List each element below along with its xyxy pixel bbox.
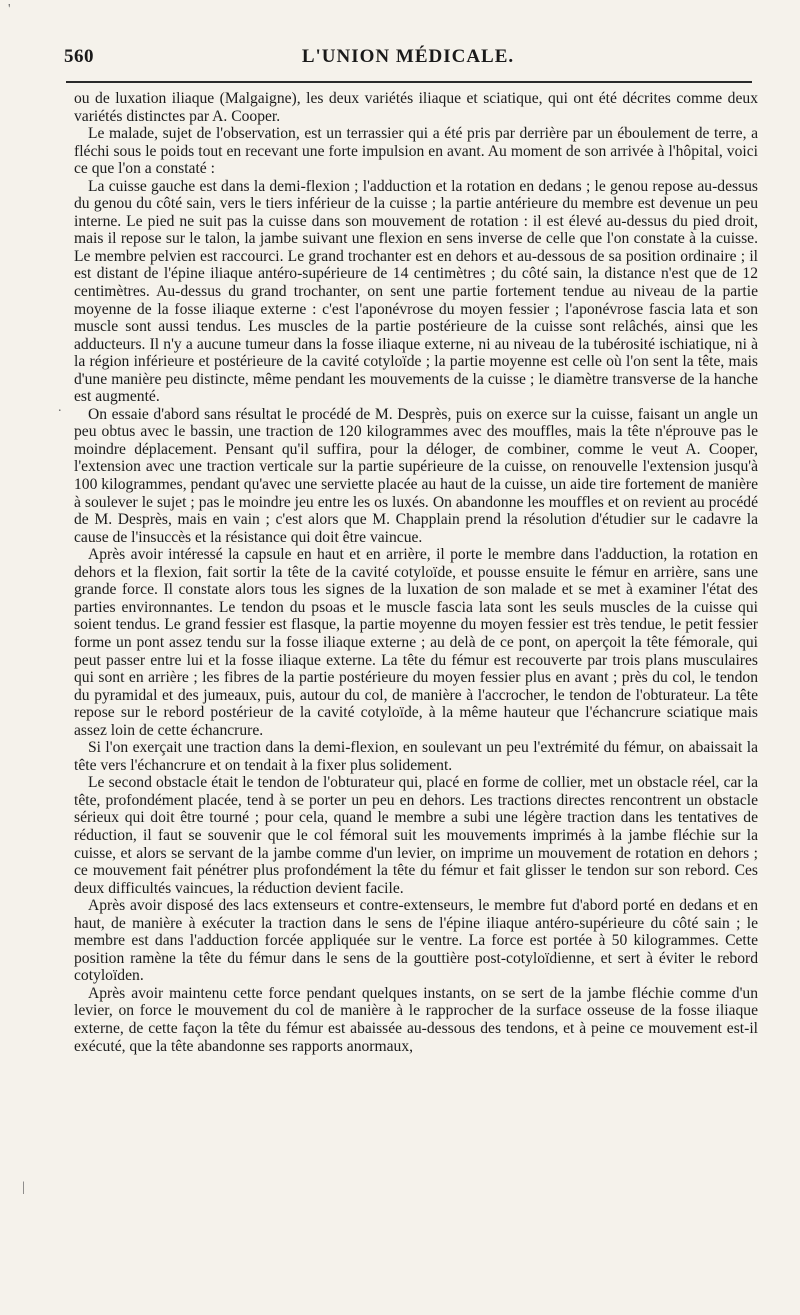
- paragraph: ou de luxation iliaque (Malgaigne), les deux variétés iliaque et sciatique, qui ont été décrites comme deux variétés distinctes par A. Cooper.: [74, 90, 758, 125]
- paragraph: Après avoir disposé des lacs extenseurs et contre-extenseurs, le membre fut d'abord porté en dedans et en haut, de manière à exécuter la traction dans le sens de l'épine iliaque antéro-supérieure du côté sain ; le membre est dans l'adduction forcée appliquée sur le ventre. La force est portée à 50 kilogrammes. Cette position ramène la tête du fémur dans le sens de la gouttière post-cotyloïdienne, et sert à éviter le rebord cotyloïden.: [74, 897, 758, 985]
- margin-bar: |: [22, 1180, 25, 1195]
- paragraph: La cuisse gauche est dans la demi-flexion ; l'adduction et la rotation en dedans ; le genou repose au-dessus du genou du côté sain, vers le tiers inférieur de la cuisse ; la partie antérieure du membre est devenue un peu interne. Le pied ne suit pas la cuisse dans son mouvement de rotation : il est élevé au-dessus du pied droit, mais il repose sur le talon, la jambe suivant une flexion en sens inverse de celle que l'on constate à la cuisse. Le membre pelvien est raccourci. Le grand trochanter est en dehors et au-dessous de sa position ordinaire ; il est distant de l'épine iliaque antéro-supérieure de 14 centimètres ; du côté sain, la distance n'est que de 12 centimètres. Au-dessus du grand trochanter, on sent une partie fortement tendue au niveau de la partie moyenne de la fosse iliaque externe : c'est l'aponévrose du moyen fessier ; l'aponévrose fascia lata et son muscle sont aussi tendus. Les muscles de la partie postérieure de la cuisse sont relâchés, ainsi que les adducteurs. Il n'y a aucune tumeur dans la fosse iliaque externe, ni au niveau de la tubérosité ischiatique, ni à la région inférieure et postérieure de la cavité cotyloïde ; la partie moyenne est celle où l'on sent la tête, mais d'une manière peu distincte, même pendant les mouvements de la cuisse ; le diamètre transverse de la hanche est augmenté.: [74, 177, 758, 406]
- paragraph: Après avoir maintenu cette force pendant quelques instants, on se sert de la jambe fléchie comme d'un levier, on force le mouvement du col de manière à le rapprocher de la surface osseuse de la fosse iliaque externe, de cette façon la tête du fémur est abaissée au-dessous des tendons, et à peine ce mouvement est-il exécuté, que la tête abandonne ses rapports anormaux,: [74, 984, 758, 1055]
- running-title: L'UNION MÉDICALE.: [301, 46, 515, 67]
- page-header: [64, 46, 752, 76]
- page-number: 560: [64, 46, 94, 67]
- margin-dot: .: [58, 400, 62, 415]
- article-body: [74, 90, 758, 1055]
- header-rule: [66, 81, 752, 83]
- paragraph: Si l'on exerçait une traction dans la demi-flexion, en soulevant un peu l'extrémité du fémur, on abaissait la tête vers l'échancrure et on tendait à la fixer plus solidement.: [74, 739, 758, 774]
- paragraph: On essaie d'abord sans résultat le procédé de M. Desprès, puis on exerce sur la cuisse, faisant un angle un peu obtus avec le bassin, une traction de 120 kilogrammes avec des mouffles, mais la tête n'éprouve pas le moindre déplacement. Pensant qu'il suffira, pour la déloger, de combiner, comme le veut A. Cooper, l'extension avec une traction verticale sur la partie supérieure de la cuisse, on renouvelle l'extension jusqu'à 100 kilogrammes, pendant qu'avec une serviette placée au haut de la cuisse, un aide tire fortement de manière à soulever le sujet ; pas le moindre jeu entre les os luxés. On abandonne les mouffles et on revient au procédé de M. Desprès, mais en vain ; c'est alors que M. Chapplain prend la résolution d'étudier sur le cadavre la cause de l'insuccès et la résistance qui doit être vaincue.: [74, 405, 758, 546]
- margin-tick: ': [8, 2, 11, 17]
- paragraph: Après avoir intéressé la capsule en haut et en arrière, il porte le membre dans l'adduction, la rotation en dehors et la flexion, fait sortir la tête de la cavité cotyloïde, et pousse ensuite le fémur en arrière, sans une grande force. Il constate alors tous les signes de la luxation de son malade et se met à examiner l'état des parties environnantes. Le tendon du psoas et le muscle fascia lata sont les seuls muscles de la cuisse qui soient tendus. Le grand fessier est flasque, la partie moyenne du moyen fessier est très tendue, le petit fessier forme un pont assez tendu sur la fosse iliaque externe ; au delà de ce pont, on aperçoit la tête fémorale, qui peut passer entre lui et la fosse iliaque externe. La tête du fémur est recouverte par trois plans musculaires qui sont en arrière ; les fibres de la partie postérieure du moyen fessier plus en avant ; près du col, le tendon du pyramidal et des jumeaux, puis, autour du col, de manière à l'accrocher, le tendon de l'obturateur. La tête repose sur le rebord postérieur de la cavité cotyloïde, à la même hauteur que l'échancrure sciatique mais assez loin de cette échancrure.: [74, 546, 758, 739]
- paragraph: Le malade, sujet de l'observation, est un terrassier qui a été pris par derrière par un éboulement de terre, a fléchi sous le poids tout en recevant une forte impulsion en avant. Au moment de son arrivée à l'hôpital, voici ce que l'on a constaté :: [74, 125, 758, 178]
- paragraph: Le second obstacle était le tendon de l'obturateur qui, placé en forme de collier, met un obstacle réel, car la tête, profondément placée, tend à se porter un peu en dehors. Les tractions directes rencontrent un obstacle sérieux qui doit être tourné ; pour cela, quand le membre a subi une légère traction dans les tentatives de réduction, il faut se souvenir que le col fémoral suit les mouvements imprimés à la jambe fléchie sur la cuisse, et alors se servant de la jambe comme d'un levier, on imprime un mouvement de rotation en dehors ; ce mouvement fait pénétrer plus profondément la tête du fémur et fait glisser le tendon sur son rebord. Ces deux difficultés vaincues, la réduction devient facile.: [74, 774, 758, 897]
